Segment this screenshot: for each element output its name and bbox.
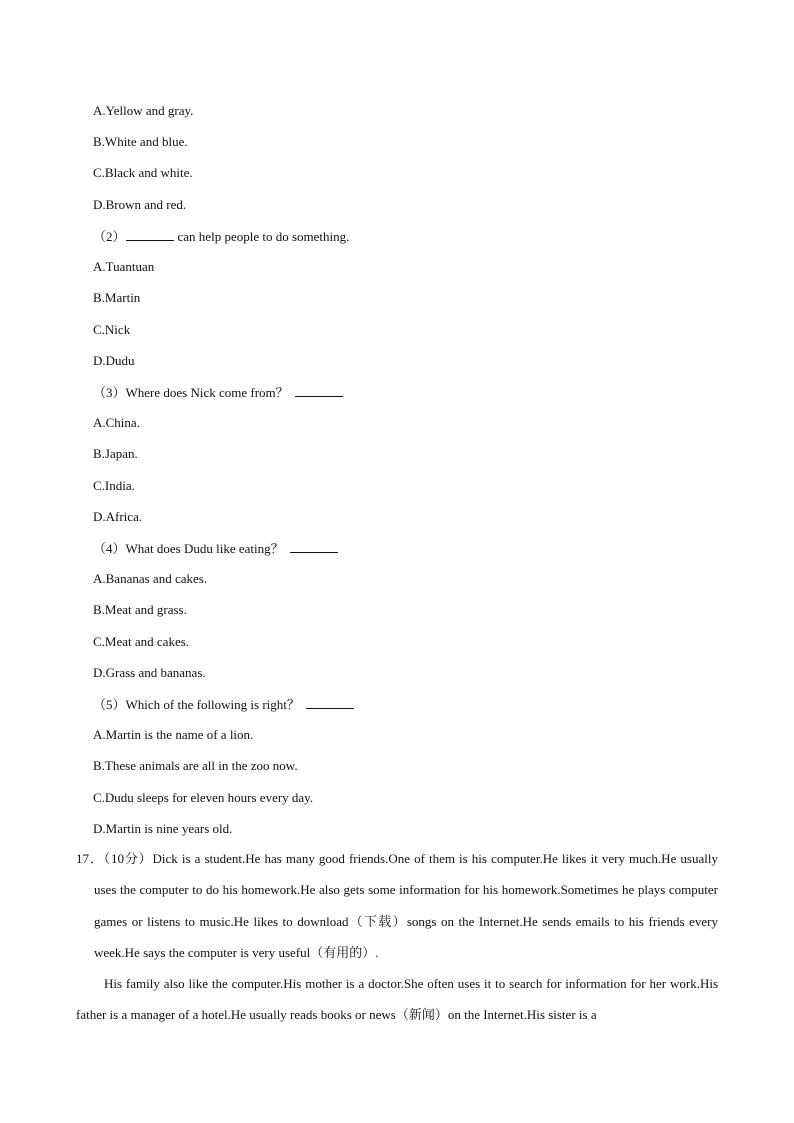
- q4-answer-blank: [290, 540, 338, 553]
- q2-option-d: D.Dudu: [93, 353, 135, 368]
- q17-paragraph-1: [76, 843, 718, 968]
- q4-option-a: A.Bananas and cakes.: [93, 571, 208, 586]
- q5-option-a: A.Martin is the name of a lion.: [93, 727, 254, 742]
- q3-option-c: C.India.: [93, 478, 135, 493]
- q1-option-c: C.Black and white.: [93, 165, 193, 180]
- q5-stem: （5）Which of the following is right？: [93, 697, 300, 712]
- q3-stem: （3）Where does Nick come from？: [93, 385, 289, 400]
- q3-option-d: D.Africa.: [93, 509, 143, 524]
- q1-option-b: B.White and blue.: [93, 134, 188, 149]
- q2-option-c: C.Nick: [93, 322, 131, 337]
- q4-stem: （4）What does Dudu like eating？: [93, 541, 284, 556]
- q5-answer-blank: [306, 696, 354, 709]
- q5-option-c: C.Dudu sleeps for eleven hours every day.: [93, 790, 314, 805]
- q3-stem-line: [93, 384, 343, 401]
- q2-stem-suffix: can help people to do something.: [177, 229, 350, 244]
- q2-option-b: B.Martin: [93, 290, 141, 305]
- q2-option-a: A.Tuantuan: [93, 259, 155, 274]
- q4-option-c: C.Meat and cakes.: [93, 634, 190, 649]
- q17-paragraph-2: [76, 968, 718, 1031]
- q2-answer-blank: [126, 228, 174, 241]
- q5-option-b: B.These animals are all in the zoo now.: [93, 758, 298, 773]
- q17-points: （10分）: [103, 851, 153, 866]
- q2-stem-prefix: （2）: [93, 229, 126, 244]
- q1-option-d: D.Brown and red.: [93, 197, 187, 212]
- q4-option-b: B.Meat and grass.: [93, 602, 187, 617]
- q3-option-b: B.Japan.: [93, 446, 138, 461]
- q3-answer-blank: [295, 384, 343, 397]
- q17-number: 17．: [76, 851, 104, 866]
- q17-para1-text: Dick is a student.He has many good friends.One of them is his computer.He likes it very much.He usually uses the computer to do his homework.He also gets some information for his homework.Sometimes he plays computer games or listens to music.He likes to download（下载）songs on the Internet.He sends emails to his friends every week.He says the computer is very useful（有用的）.: [94, 851, 718, 960]
- q4-stem-line: [93, 540, 338, 557]
- q5-stem-line: [93, 696, 354, 713]
- q5-option-d: D.Martin is nine years old.: [93, 821, 233, 836]
- q3-option-a: A.China.: [93, 415, 140, 430]
- q17-passage: [76, 843, 718, 1031]
- q2-stem: [93, 228, 349, 245]
- q4-option-d: D.Grass and bananas.: [93, 665, 206, 680]
- q17-para2-text: His family also like the computer.His mother is a doctor.She often uses it to search for information for her work.His father is a manager of a hotel.He usually reads books or news（新闻）on the Internet.His sister is a: [76, 976, 718, 1023]
- q1-option-a: A.Yellow and gray.: [93, 103, 194, 118]
